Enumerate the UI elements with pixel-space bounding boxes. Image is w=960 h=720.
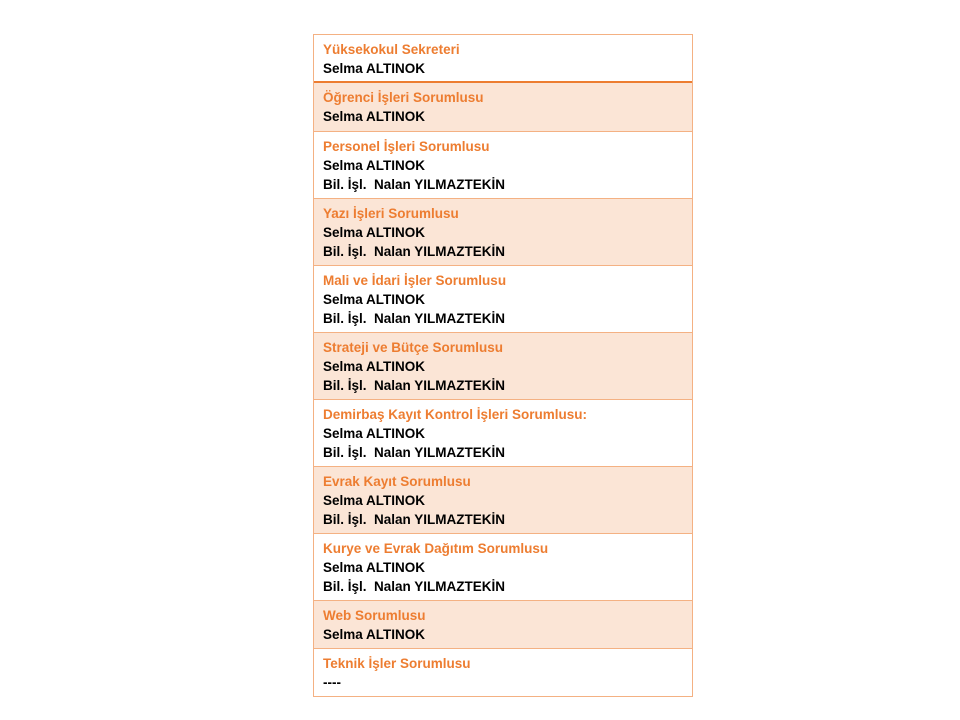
roster-row-personnel-affairs xyxy=(314,131,692,198)
staff-roster-table xyxy=(313,34,693,697)
role-title: Personel İşleri Sorumlusu xyxy=(323,139,490,154)
roster-row-technical-affairs xyxy=(314,648,692,696)
person-name: Selma ALTINOK xyxy=(323,292,426,307)
person-name: Selma ALTINOK xyxy=(323,426,426,441)
person-name: Selma ALTINOK xyxy=(323,61,426,76)
person-name: Selma ALTINOK xyxy=(323,225,426,240)
roster-row-document-registry xyxy=(314,466,692,533)
person-name: Bil. İşl. Nalan YILMAZTEKİN xyxy=(323,445,506,460)
role-title: Yüksekokul Sekreteri xyxy=(323,42,460,57)
roster-row-school-secretary xyxy=(314,35,692,83)
roster-row-student-affairs xyxy=(314,83,692,131)
role-title: Kurye ve Evrak Dağıtım Sorumlusu xyxy=(323,541,549,556)
person-name: Selma ALTINOK xyxy=(323,493,426,508)
person-name: Bil. İşl. Nalan YILMAZTEKİN xyxy=(323,512,506,527)
person-name: Selma ALTINOK xyxy=(323,109,426,124)
roster-row-courier-distribution xyxy=(314,533,692,600)
person-name: Bil. İşl. Nalan YILMAZTEKİN xyxy=(323,378,506,393)
person-name: Selma ALTINOK xyxy=(323,158,426,173)
person-name: ---- xyxy=(323,675,341,690)
role-title: Strateji ve Bütçe Sorumlusu xyxy=(323,340,504,355)
person-name: Selma ALTINOK xyxy=(323,359,426,374)
roster-row-inventory-control xyxy=(314,399,692,466)
person-name: Bil. İşl. Nalan YILMAZTEKİN xyxy=(323,244,506,259)
roster-row-financial-admin xyxy=(314,265,692,332)
roster-row-strategy-budget xyxy=(314,332,692,399)
role-title: Yazı İşleri Sorumlusu xyxy=(323,206,459,221)
roster-row-correspondence xyxy=(314,198,692,265)
role-title: Demirbaş Kayıt Kontrol İşleri Sorumlusu: xyxy=(323,407,588,422)
role-title: Mali ve İdari İşler Sorumlusu xyxy=(323,273,507,288)
person-name: Bil. İşl. Nalan YILMAZTEKİN xyxy=(323,579,506,594)
person-name: Bil. İşl. Nalan YILMAZTEKİN xyxy=(323,177,506,192)
role-title: Öğrenci İşleri Sorumlusu xyxy=(323,90,484,105)
person-name: Selma ALTINOK xyxy=(323,560,426,575)
roster-row-web xyxy=(314,600,692,648)
role-title: Web Sorumlusu xyxy=(323,608,426,623)
role-title: Teknik İşler Sorumlusu xyxy=(323,656,471,671)
person-name: Bil. İşl. Nalan YILMAZTEKİN xyxy=(323,311,506,326)
role-title: Evrak Kayıt Sorumlusu xyxy=(323,474,471,489)
person-name: Selma ALTINOK xyxy=(323,627,426,642)
